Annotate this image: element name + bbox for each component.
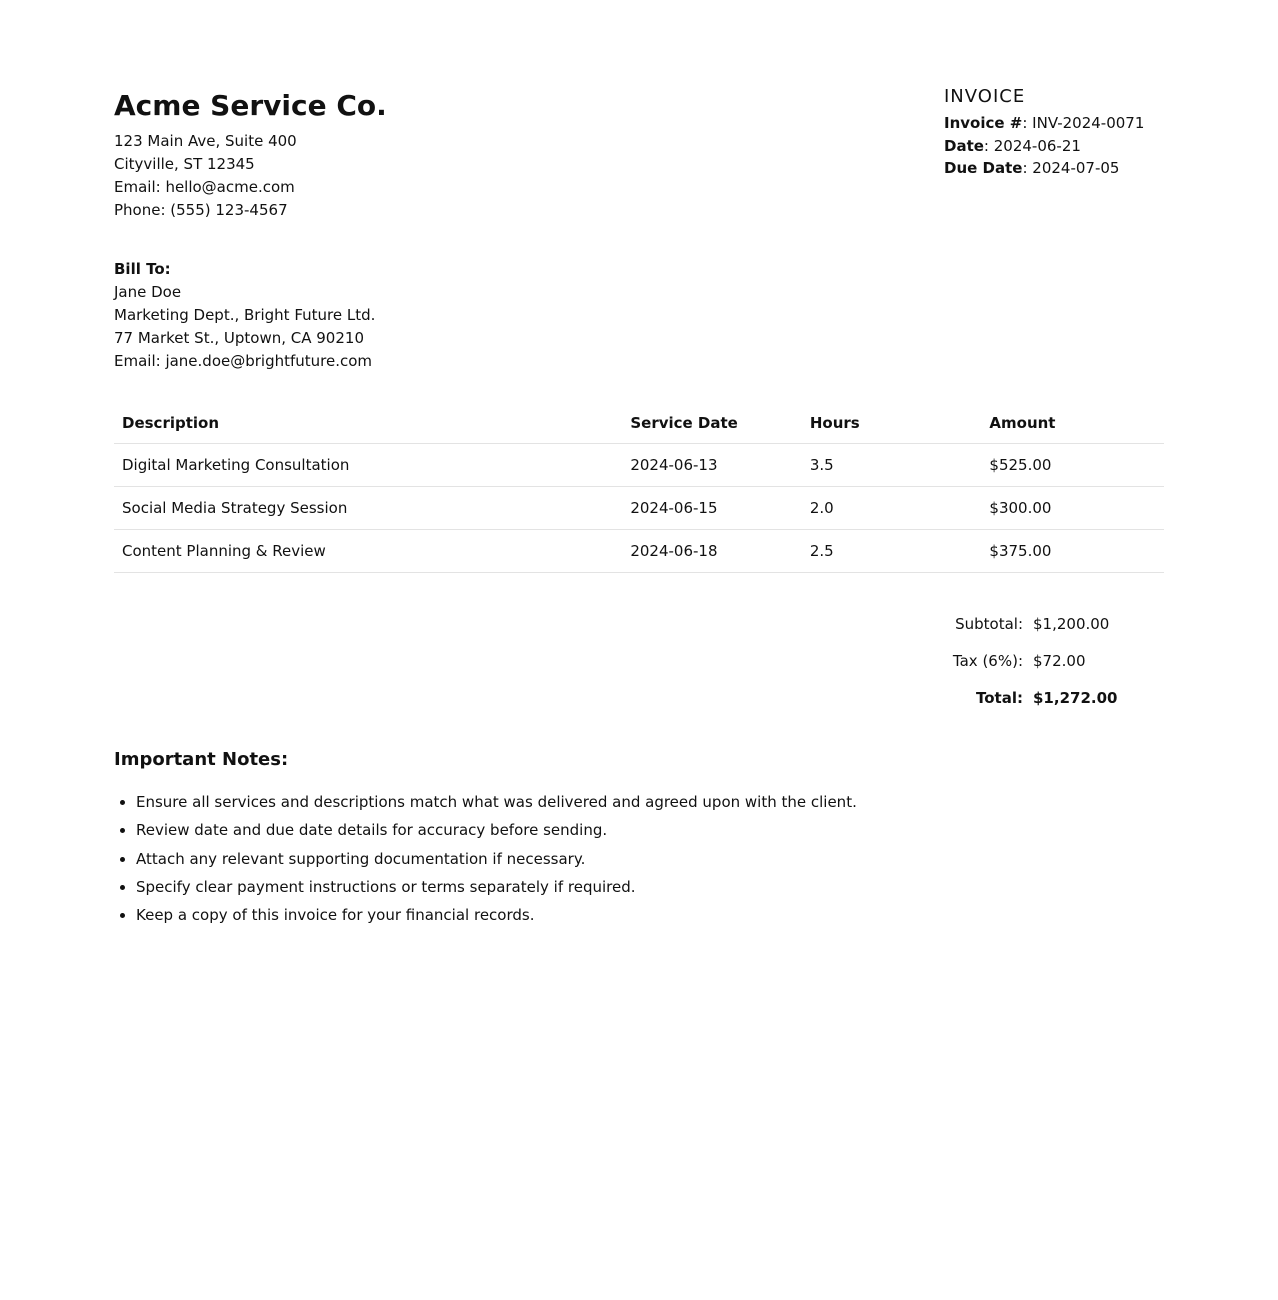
table-row — [114, 530, 1164, 573]
column-header-service-date: Service Date — [622, 402, 802, 444]
cell-amount: $375.00 — [981, 530, 1164, 573]
invoice-date: Date: 2024-06-21 — [944, 136, 1081, 155]
company-address-line: Cityville, ST 12345 — [114, 155, 255, 173]
invoice-number: Invoice #: INV-2024-0071 — [944, 114, 1145, 132]
invoice-number-label: Invoice # — [944, 114, 1023, 132]
invoice-date-label: Date — [944, 136, 984, 155]
table-row — [114, 487, 1164, 530]
totals-summary — [894, 605, 1164, 716]
bill-to — [114, 257, 674, 373]
cell-description: Digital Marketing Consultation — [114, 444, 622, 487]
invoice-due-date-value: 2024-07-05 — [1032, 159, 1120, 177]
cell-service-date: 2024-06-18 — [622, 530, 802, 573]
line-items-table — [114, 402, 1164, 573]
column-header-amount: Amount — [981, 402, 1164, 444]
invoice-title: INVOICE — [944, 86, 1026, 107]
company-email: Email: hello@acme.com — [114, 178, 295, 196]
tax-label: Tax (6%): — [952, 651, 1023, 670]
company-phone: Phone: (555) 123-4567 — [114, 201, 288, 219]
list-item: • Keep a copy of this invoice for your financial records. — [136, 901, 1164, 929]
bill-to-label: Bill To: — [114, 260, 171, 278]
company-info — [114, 86, 674, 222]
cell-hours: 2.5 — [802, 530, 982, 573]
subtotal-value: $1,200.00 — [1033, 614, 1110, 633]
cell-amount: $300.00 — [981, 487, 1164, 530]
bill-to-line: 77 Market St., Uptown, CA 90210 — [114, 329, 364, 347]
invoice-meta — [944, 84, 1184, 180]
list-item: • Ensure all services and descriptions match what was delivered and agreed upon with the client. — [136, 788, 1164, 816]
subtotal-row — [894, 605, 1164, 642]
subtotal-label: Subtotal: — [955, 614, 1023, 633]
invoice-due-date: Due Date: 2024-07-05 — [944, 159, 1120, 177]
total-label: Total: — [976, 688, 1023, 707]
table-row — [114, 444, 1164, 487]
cell-description: Content Planning & Review — [114, 530, 622, 573]
column-header-hours: Hours — [802, 402, 982, 444]
invoice-date-value: 2024-06-21 — [993, 136, 1081, 155]
cell-service-date: 2024-06-15 — [622, 487, 802, 530]
notes-list — [114, 788, 1164, 929]
tax-row — [894, 642, 1164, 679]
bill-to-name: Jane Doe — [114, 283, 182, 301]
company-address — [114, 130, 674, 222]
list-item: • Review date and due date details for accuracy before sending. — [136, 816, 1164, 844]
bill-to-line: Marketing Dept., Bright Future Ltd. — [114, 306, 376, 324]
table-header-row — [114, 402, 1164, 444]
list-item: • Attach any relevant supporting documentation if necessary. — [136, 845, 1164, 873]
invoice-number-value: INV-2024-0071 — [1032, 114, 1145, 132]
company-address-line: 123 Main Ave, Suite 400 — [114, 132, 297, 150]
list-item: • Specify clear payment instructions or terms separately if required. — [136, 873, 1164, 901]
company-name: Acme Service Co. — [114, 89, 387, 122]
cell-amount: $525.00 — [981, 444, 1164, 487]
notes-title: Important Notes: — [114, 749, 289, 770]
cell-description: Social Media Strategy Session — [114, 487, 622, 530]
bill-to-email: Email: jane.doe@brightfuture.com — [114, 352, 373, 370]
tax-value: $72.00 — [1033, 651, 1086, 670]
total-row — [894, 679, 1164, 716]
cell-hours: 3.5 — [802, 444, 982, 487]
total-value: $1,272.00 — [1033, 688, 1118, 707]
invoice-due-date-label: Due Date — [944, 159, 1023, 177]
cell-service-date: 2024-06-13 — [622, 444, 802, 487]
cell-hours: 2.0 — [802, 487, 982, 530]
notes-section — [114, 746, 1164, 929]
column-header-description: Description — [114, 402, 622, 444]
